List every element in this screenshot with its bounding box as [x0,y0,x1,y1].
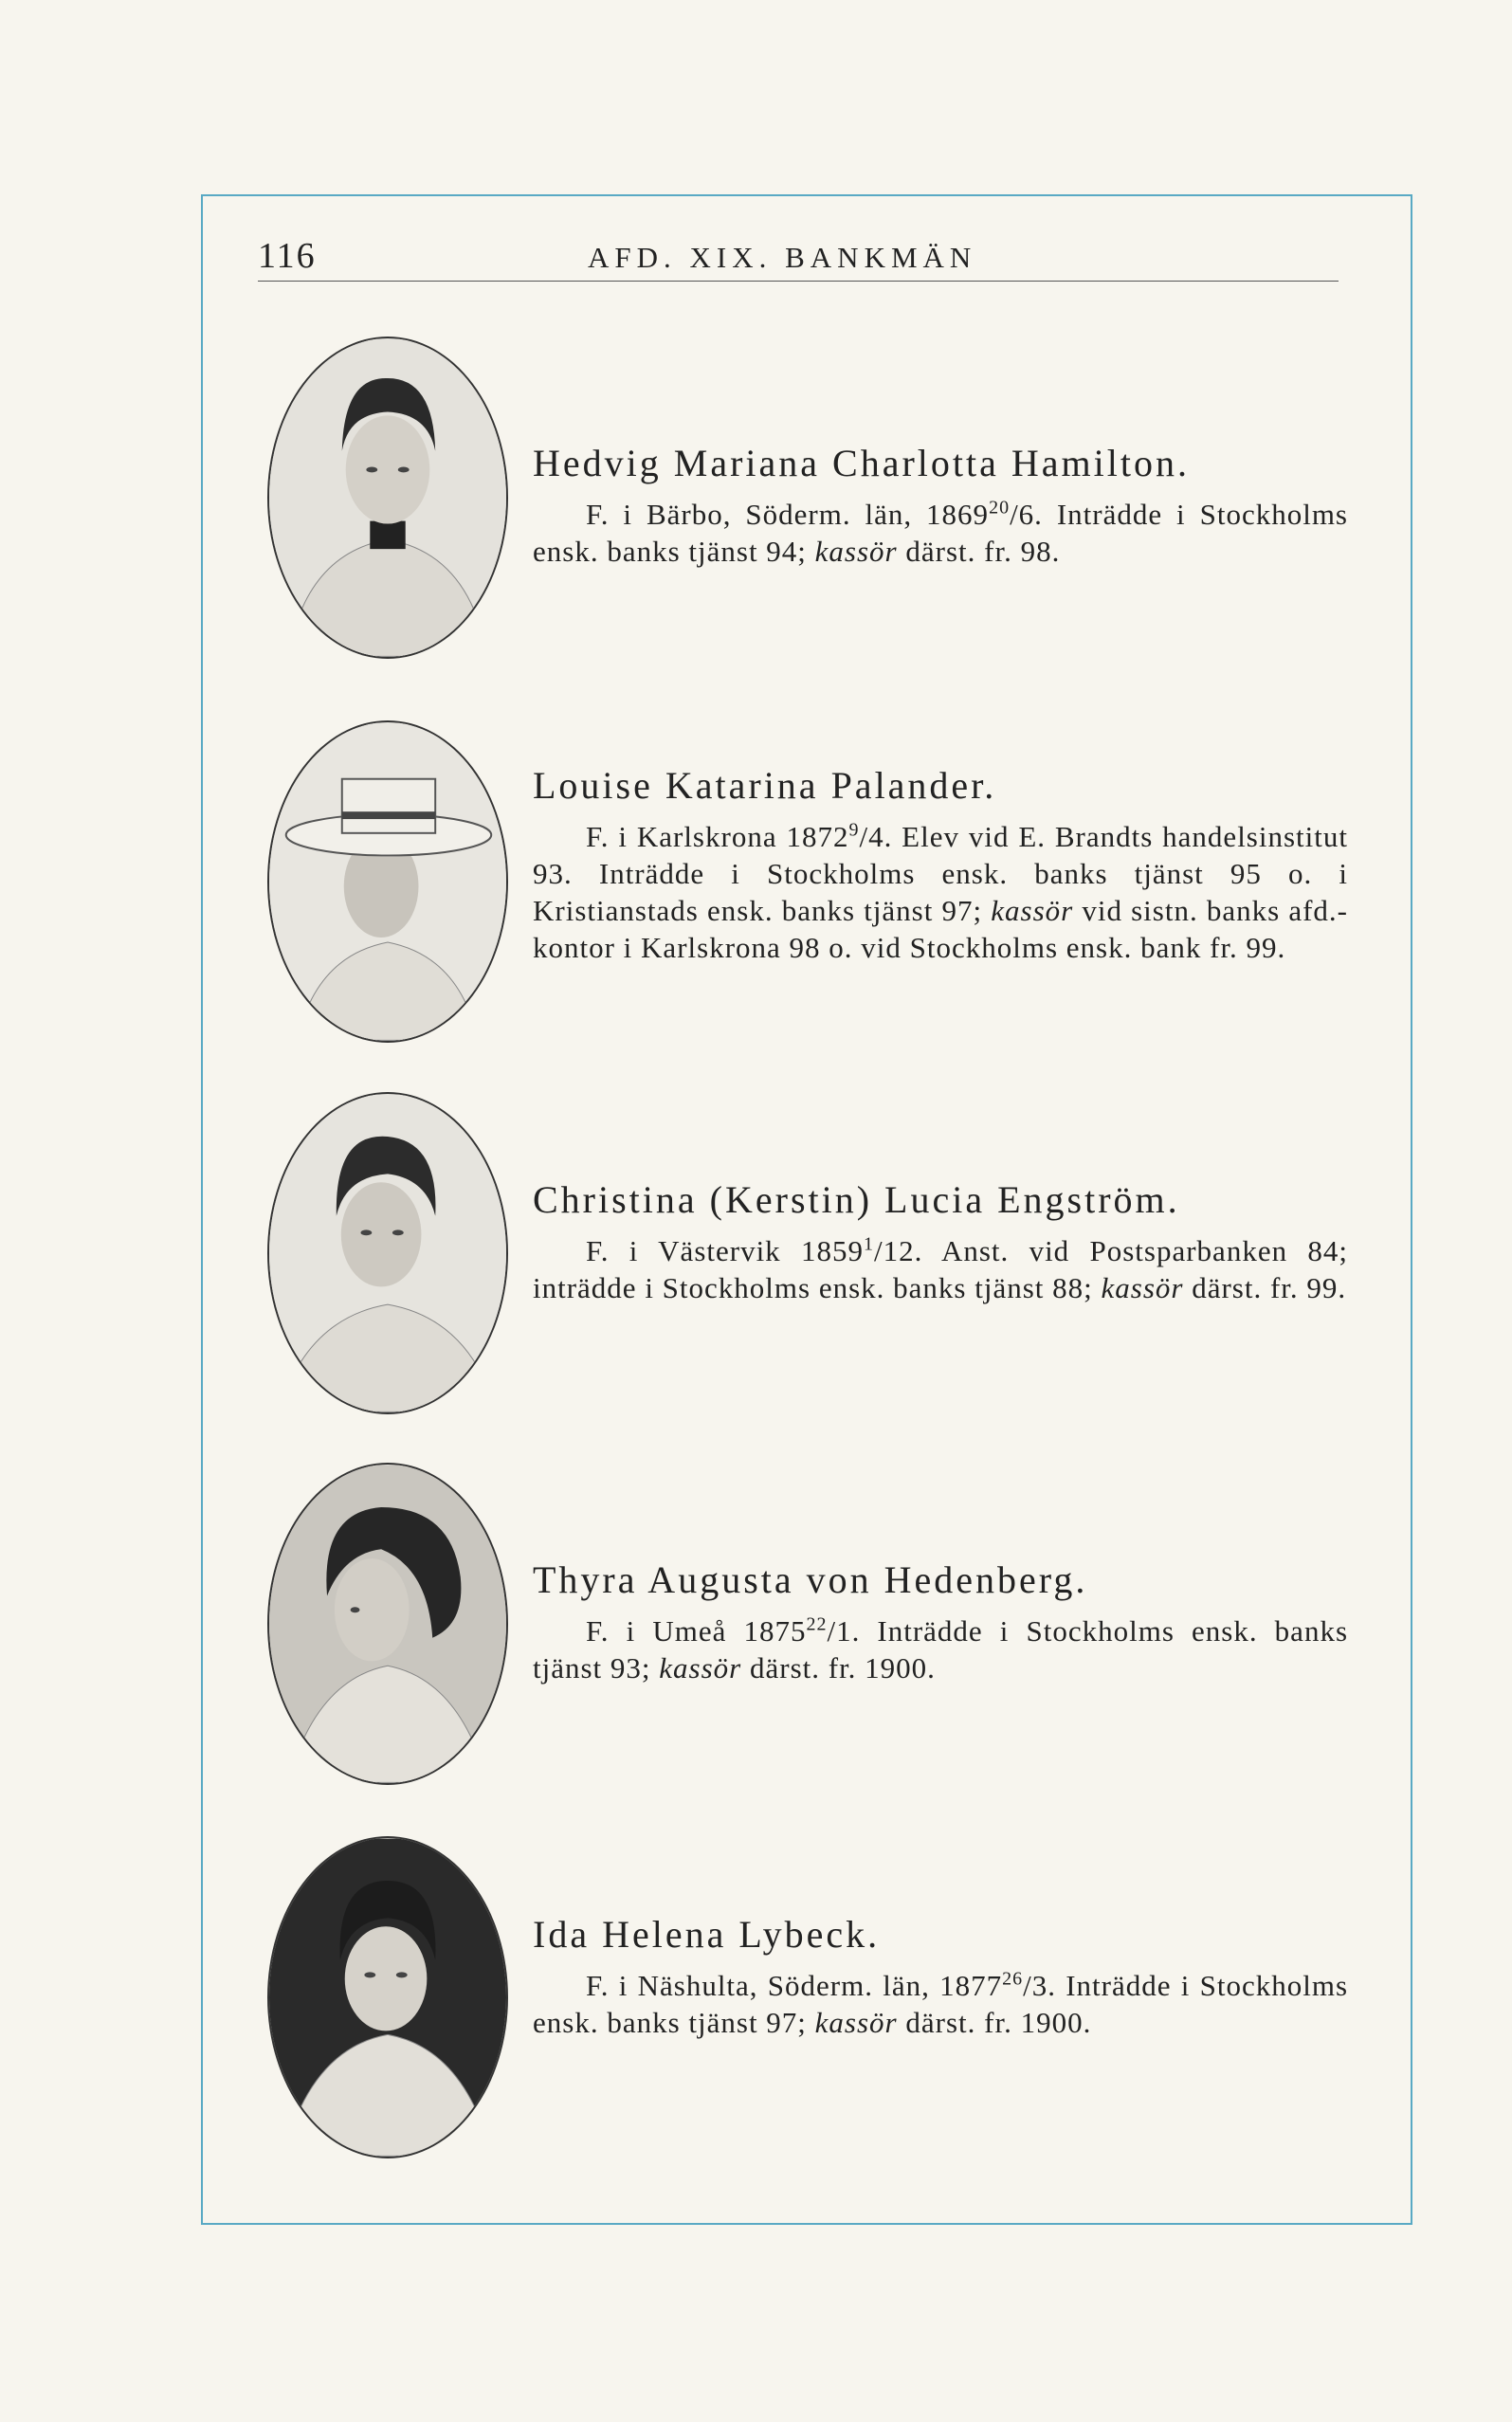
portrait-image [269,338,506,657]
bio-title: kassör [814,2006,898,2039]
bio-text: därst. fr. 1900. [741,1651,936,1684]
person-name: Louise Katarina Palander. [533,764,997,807]
entry-hedenberg [258,1463,1348,1804]
bio-text: F. i Västervik 1859 [586,1234,864,1267]
person-name: Ida Helena Lybeck. [533,1913,881,1956]
bio-text: F. i Näshulta, Söderm. län, 1877 [586,1969,1003,2002]
bio-text: därst. fr. 98. [897,535,1061,568]
bio-text: /4. Elev vid E. Brandts handelsinstitut 93. Inträdde i Stockholms ensk. banks tjänst 95 o. i Kristianstads ensk. banks tjänst 97; [533,820,1348,927]
entry-hamilton [258,337,1348,678]
bio-text: /6. Inträdde i Stockholms ensk. banks tjänst 94; [533,498,1348,568]
portrait-photo [267,1836,508,2158]
bio-sup: 26 [1002,1968,1024,1990]
bio-title: kassör [991,894,1074,927]
person-bio [533,1232,1348,1306]
bio-text: F. i Umeå 1875 [586,1614,807,1648]
bio-text: F. i Bärbo, Söderm. län, 1869 [586,498,990,531]
person-bio [533,818,1348,966]
bio-text: därst. fr. 1900. [897,2006,1092,2039]
bio-text: /1. Inträdde i Stockholms ensk. banks tjänst 93; [533,1614,1349,1684]
portrait-photo [267,720,508,1043]
portrait-image [269,1094,506,1412]
person-name: Hedvig Mariana Charlotta Hamilton. [533,442,1190,484]
entry-lybeck [258,1836,1348,2177]
entry-text [533,1912,1348,2041]
bio-title: kassör [814,535,898,568]
page-number: 116 [258,236,317,276]
portrait-image [269,722,506,1041]
person-name: Christina (Kerstin) Lucia Engström. [533,1178,1180,1221]
bio-text: vid sistn. banks afd.-kontor i Karlskrona 98 o. vid Stockholms ensk. bank fr. 99. [533,894,1348,964]
entry-text [533,1177,1348,1306]
entry-text [533,763,1348,966]
portrait-photo [267,1463,508,1785]
person-bio [533,1612,1348,1686]
entry-engstrom [258,1092,1348,1433]
section-title: AFD. XIX. BANKMÄN [588,241,977,274]
bio-sup: 20 [989,497,1011,519]
bio-sup: 22 [806,1613,828,1635]
portrait-photo [267,1092,508,1414]
bio-text: /12. Anst. vid Postsparbanken 84; inträdde i Stockholms ensk. banks tjänst 88; [533,1234,1348,1304]
bio-sup: 1 [864,1233,874,1255]
bio-text: /3. Inträdde i Stockholms ensk. banks tjänst 97; [533,1969,1349,2039]
portrait-photo [267,337,508,659]
bio-title: kassör [1101,1271,1184,1304]
person-bio [533,496,1348,570]
page-header [258,235,1339,282]
bio-title: kassör [659,1651,742,1684]
bio-text: därst. fr. 99. [1183,1271,1347,1304]
portrait-image [269,1465,506,1783]
entry-text [533,1557,1348,1686]
bio-sup: 9 [848,819,860,841]
portrait-image [269,1838,506,2157]
entry-text [533,441,1348,570]
entry-palander [258,720,1348,1062]
bio-text: F. i Karlskrona 1872 [586,820,849,853]
person-bio [533,1967,1348,2041]
person-name: Thyra Augusta von Hedenberg. [533,1558,1088,1601]
